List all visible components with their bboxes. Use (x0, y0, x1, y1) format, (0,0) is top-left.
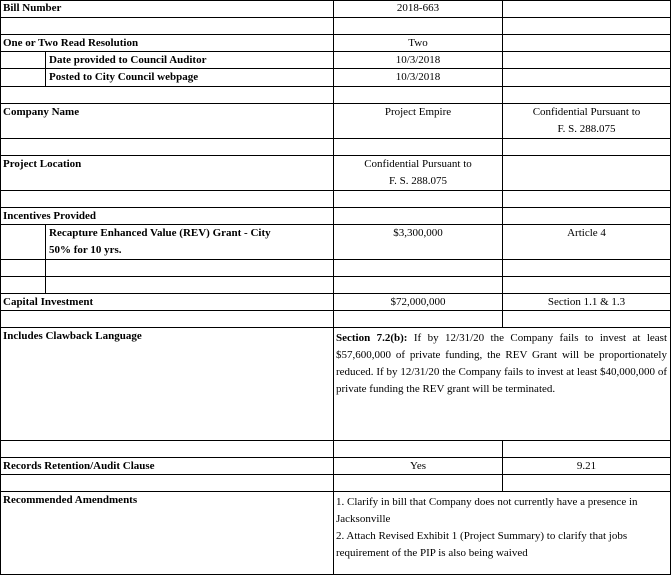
rev-grant-label-line1: Recapture Enhanced Value (REV) Grant - City (49, 227, 271, 239)
company-confidential-line1: Confidential Pursuant to (532, 106, 641, 118)
incentives-label: Incentives Provided (3, 210, 96, 222)
clawback-text (336, 330, 667, 398)
records-reference: 9.21 (576, 460, 597, 472)
capital-value: $72,000,000 (390, 296, 446, 308)
capital-reference: Section 1.1 & 1.3 (547, 296, 626, 308)
company-value: Project Empire (384, 106, 452, 118)
records-label: Records Retention/Audit Clause (3, 460, 155, 472)
reading-value: Two (408, 37, 428, 49)
amendment-item-2: 2. Attach Revised Exhibit 1 (Project Summary) to clarify that jobs requirement of the PIP is also being waived (336, 530, 628, 559)
date-web-label: Posted to City Council webpage (49, 71, 199, 83)
location-label: Project Location (3, 158, 82, 170)
date-web-value: 10/3/2018 (395, 71, 441, 83)
company-label: Company Name (3, 106, 80, 118)
rev-grant-value: $3,300,000 (393, 227, 443, 239)
location-value-line2: F. S. 288.075 (388, 175, 448, 187)
amendments-label: Recommended Amendments (3, 494, 138, 506)
rev-grant-reference: Article 4 (567, 227, 606, 239)
location-value-line1: Confidential Pursuant to (364, 158, 472, 170)
clawback-section: Section 7.2(b): (336, 332, 408, 344)
amendment-item-1: 1. Clarify in bill that Company does not currently have a presence in Jacksonville (336, 496, 638, 525)
bill-number-label: Bill Number (3, 2, 62, 14)
reading-label: One or Two Read Resolution (3, 37, 139, 49)
bill-number-value: 2018-663 (396, 2, 440, 14)
company-confidential-line2: F. S. 288.075 (557, 123, 616, 135)
clawback-label: Includes Clawback Language (3, 330, 142, 342)
date-auditor-label: Date provided to Council Auditor (49, 54, 207, 66)
records-value: Yes (409, 460, 426, 472)
clawback-body: If by 12/31/20 the Company fails to invest at least $57,600,000 of private funding, the REV Grant will be proportionately reduced. If by 12/31/20 the Company fails to invest at least $40,000,000 of private funding the REV grant will be terminated. (336, 332, 667, 395)
capital-label: Capital Investment (3, 296, 94, 308)
rev-grant-label-line2: 50% for 10 yrs. (49, 244, 122, 256)
date-auditor-value: 10/3/2018 (395, 54, 441, 66)
